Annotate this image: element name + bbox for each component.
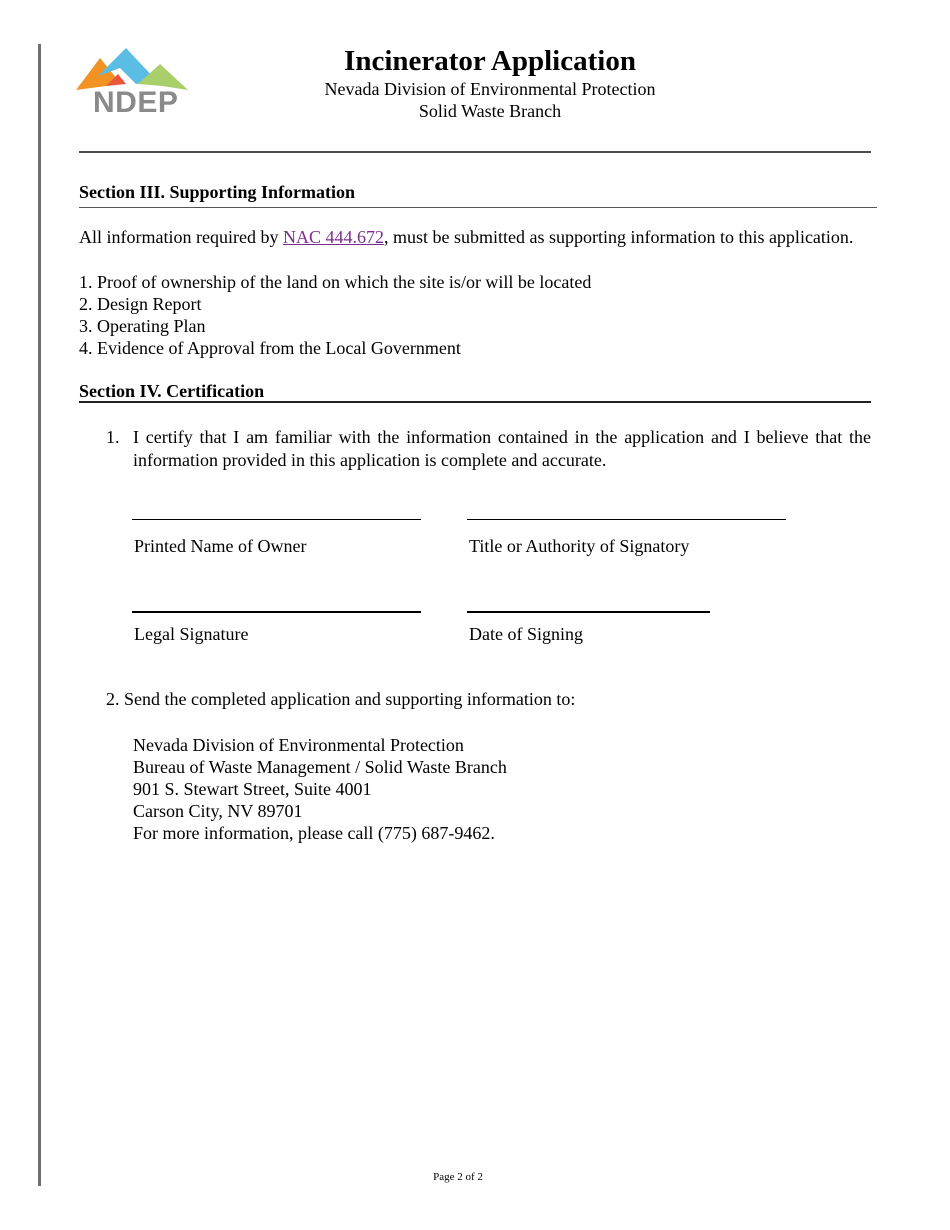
certification-statement: I certify that I am familiar with the information contained in the application and I believe that the information provided in this application is complete and accurate. — [133, 427, 871, 470]
list-item: 2. Design Report — [79, 294, 202, 314]
section4-heading: Section IV. Certification — [79, 381, 265, 401]
left-margin-bar — [38, 44, 41, 1186]
title-authority-line[interactable] — [467, 519, 786, 520]
certification-number: 1. — [106, 427, 120, 447]
section3-heading: Section III. Supporting Information — [79, 182, 356, 202]
section3-intro — [79, 228, 853, 246]
list-item: 1. Proof of ownership of the land on which the site is/or will be located — [79, 272, 592, 292]
address-line: 901 S. Stewart Street, Suite 4001 — [133, 779, 372, 799]
title-authority-label: Title or Authority of Signatory — [469, 536, 690, 556]
supporting-documents-list — [79, 271, 591, 359]
date-signing-line[interactable] — [467, 611, 710, 613]
send-instructions: 2. Send the completed application and supporting information to: — [106, 689, 576, 709]
mailing-address — [133, 734, 507, 844]
header-divider — [79, 151, 871, 153]
legal-signature-line[interactable] — [132, 611, 421, 613]
list-item: 4. Evidence of Approval from the Local Government — [79, 338, 461, 358]
address-line: Carson City, NV 89701 — [133, 801, 303, 821]
page-title: Incinerator Application — [344, 45, 636, 77]
nac-link[interactable]: NAC 444.672 — [282, 227, 384, 247]
branch-name: Solid Waste Branch — [418, 101, 562, 121]
intro-text-before: All information required by — [79, 227, 283, 247]
date-signing-label: Date of Signing — [469, 624, 583, 644]
intro-text-after: , must be submitted as supporting information to this application. — [383, 227, 854, 247]
list-item: 3. Operating Plan — [79, 316, 206, 336]
printed-name-line[interactable] — [132, 519, 421, 520]
section3-divider — [79, 207, 877, 208]
contact-phone-line: For more information, please call (775) 687-9462. — [133, 823, 495, 843]
address-line: Nevada Division of Environmental Protection — [133, 735, 464, 755]
legal-signature-label: Legal Signature — [134, 624, 249, 644]
address-line: Bureau of Waste Management / Solid Waste Branch — [133, 757, 507, 777]
section4-divider — [79, 401, 871, 403]
logo-text: NDEP — [93, 86, 179, 119]
page-number: Page 2 of 2 — [433, 1171, 483, 1183]
agency-name: Nevada Division of Environmental Protection — [324, 79, 656, 99]
printed-name-label: Printed Name of Owner — [134, 536, 307, 556]
